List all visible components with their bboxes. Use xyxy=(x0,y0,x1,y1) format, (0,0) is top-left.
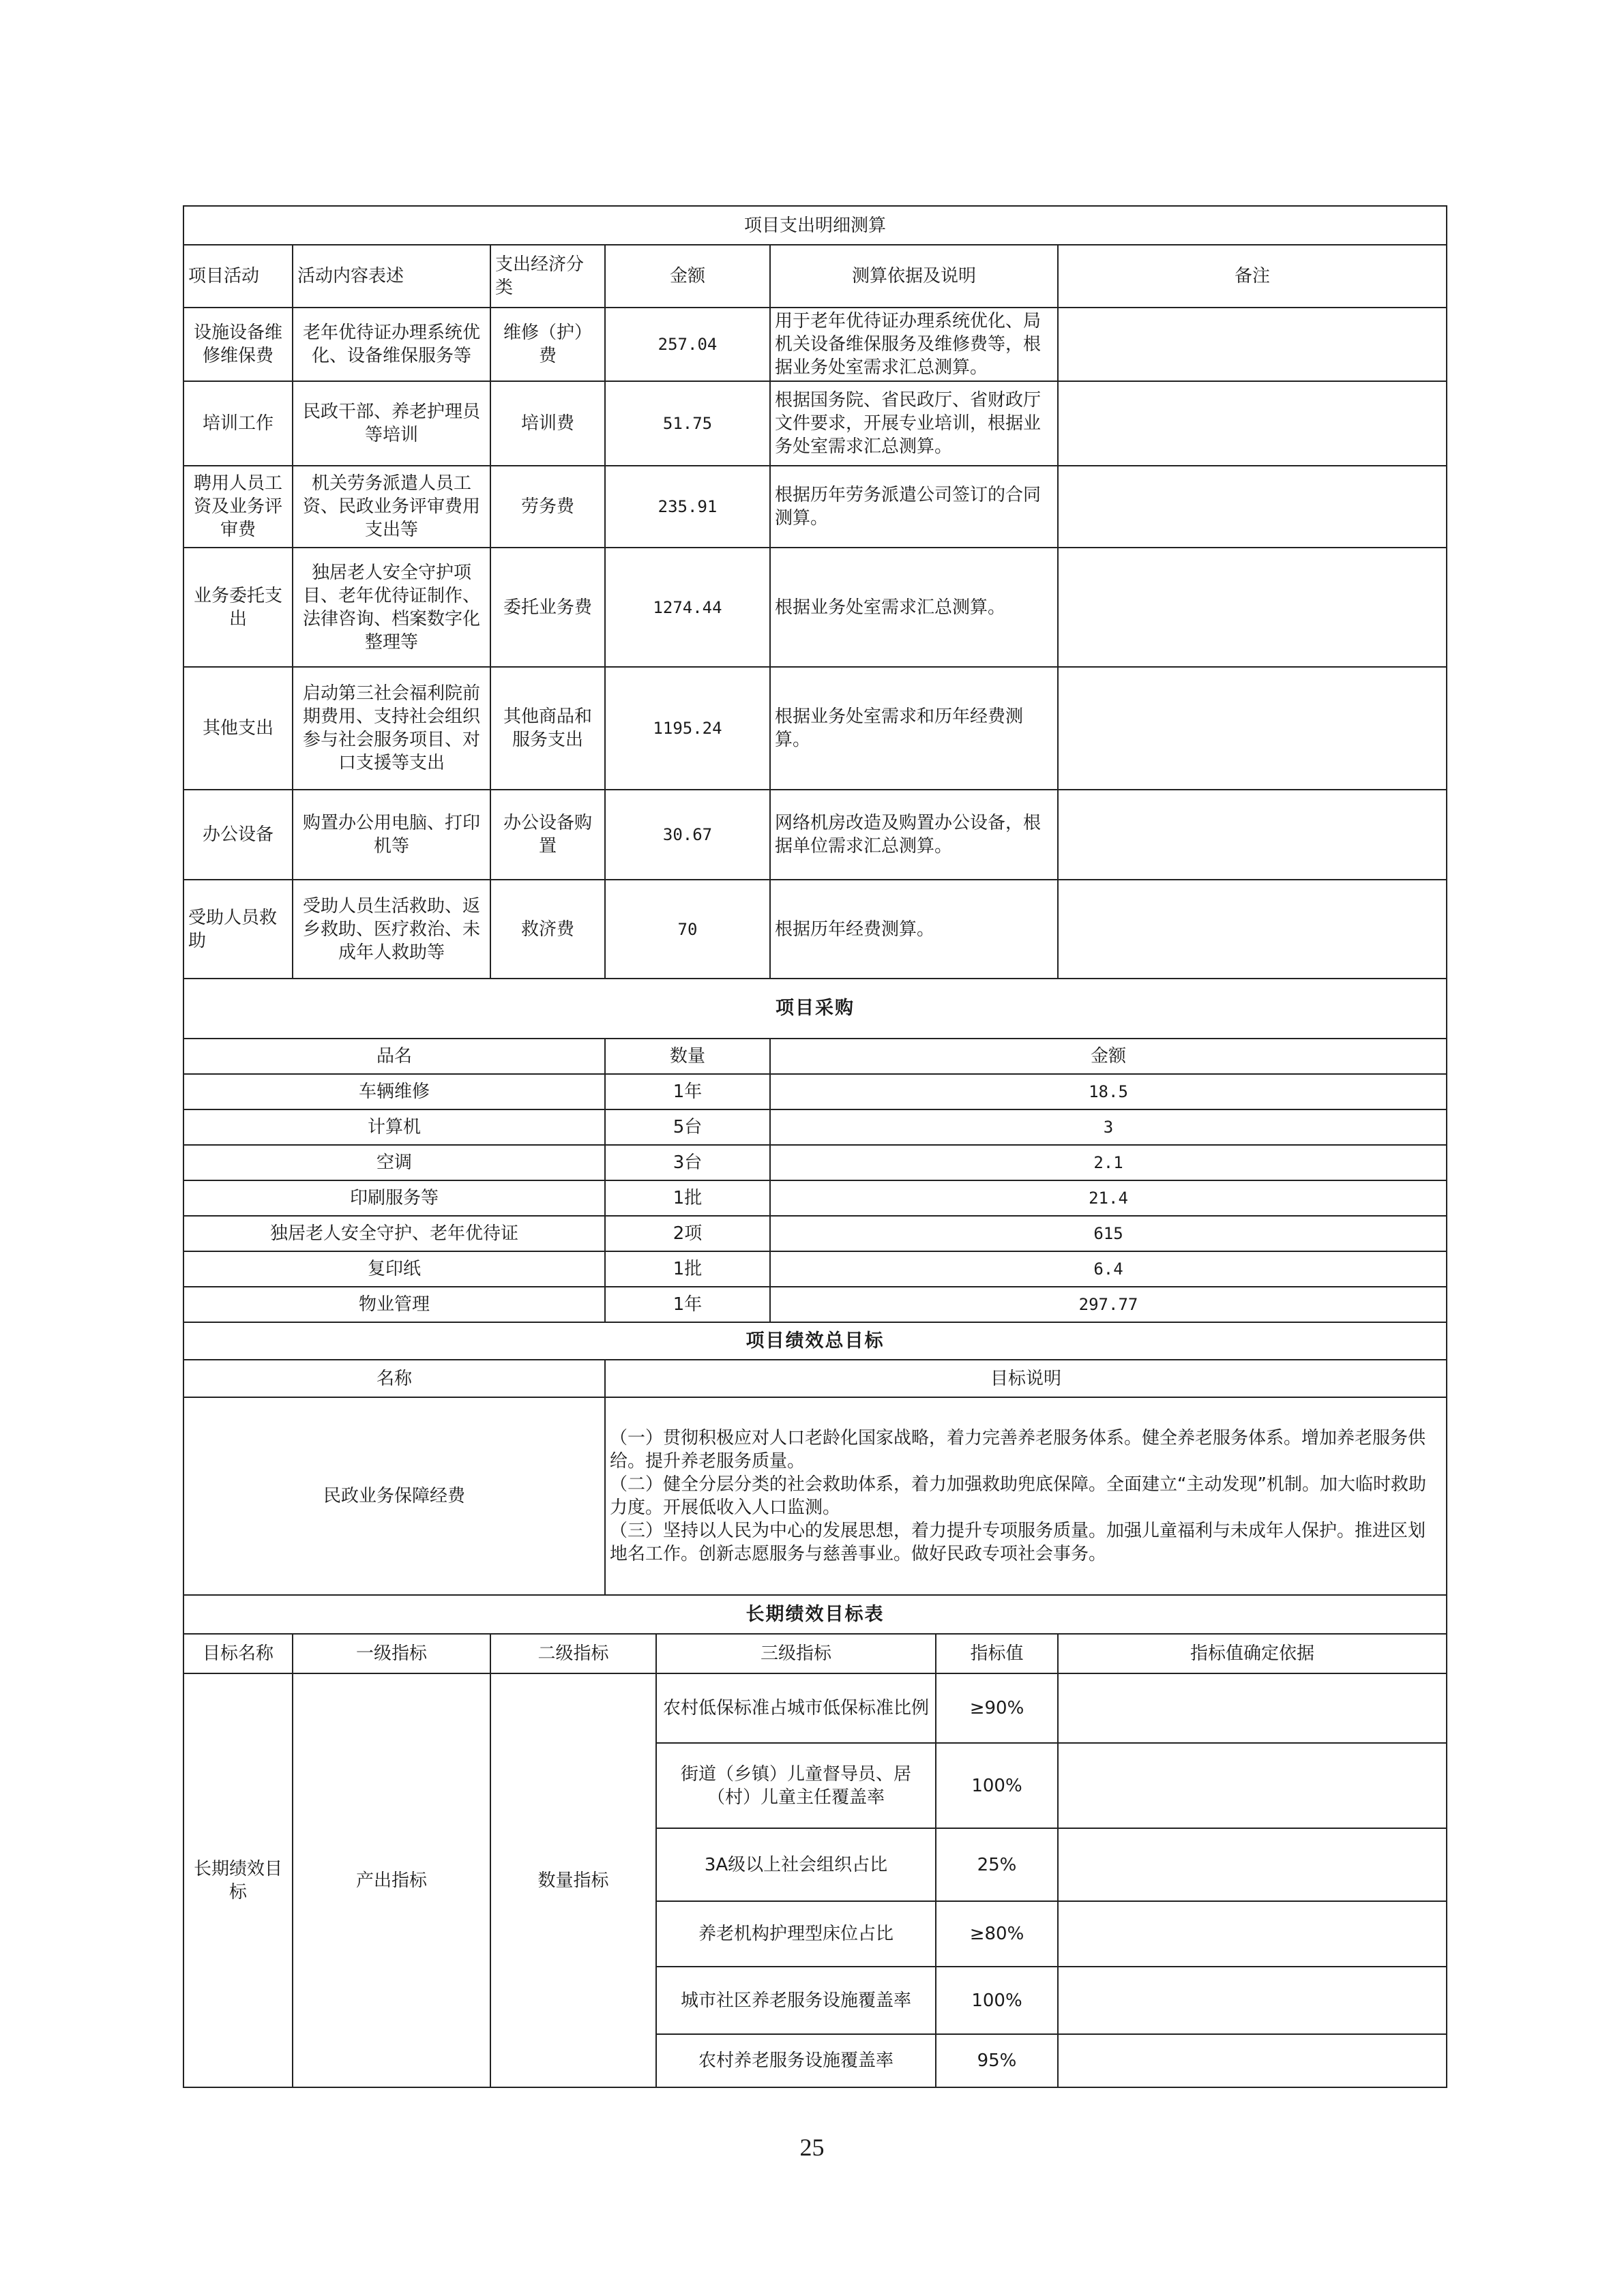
longterm-value: ≥90% xyxy=(936,1673,1058,1743)
longterm-header-level1: 一级指标 xyxy=(293,1634,490,1673)
longterm-header-level2: 二级指标 xyxy=(490,1634,656,1673)
procurement-qty: 3台 xyxy=(605,1145,770,1180)
detail-category: 委托业务费 xyxy=(490,548,605,667)
procurement-qty: 1批 xyxy=(605,1251,770,1287)
goal-desc-line: （一）贯彻积极应对人口老龄化国家战略，着力完善养老服务体系。健全养老服务体系。增加养老服务供给。提升养老服务质量。 xyxy=(610,1428,1426,1472)
longterm-level3: 养老机构护理型床位占比 xyxy=(656,1901,936,1967)
detail-activity: 其他支出 xyxy=(183,667,293,790)
longterm-header-goal: 目标名称 xyxy=(183,1634,293,1673)
longterm-level3: 农村养老服务设施覆盖率 xyxy=(656,2034,936,2087)
procurement-item: 印刷服务等 xyxy=(183,1180,605,1216)
longterm-level1: 产出指标 xyxy=(293,1673,490,2087)
goal-desc xyxy=(605,1397,1447,1595)
detail-basis: 根据国务院、省民政厅、省财政厅文件要求，开展专业培训，根据业务处室需求汇总测算。 xyxy=(770,381,1058,466)
procurement-qty: 2项 xyxy=(605,1216,770,1251)
procurement-title: 项目采购 xyxy=(183,979,1447,1039)
detail-amount: 1274.44 xyxy=(605,548,770,667)
longterm-basis xyxy=(1058,1673,1447,1743)
procurement-item: 空调 xyxy=(183,1145,605,1180)
procurement-amount: 297.77 xyxy=(770,1287,1447,1322)
procurement-row xyxy=(183,1216,1447,1251)
detail-activity: 设施设备维修维保费 xyxy=(183,308,293,381)
detail-row xyxy=(183,548,1447,667)
detail-remark xyxy=(1058,790,1447,880)
procurement-header-amount: 金额 xyxy=(770,1039,1447,1074)
procurement-amount: 2.1 xyxy=(770,1145,1447,1180)
detail-category: 救济费 xyxy=(490,880,605,979)
procurement-row xyxy=(183,1074,1447,1109)
procurement-header-qty: 数量 xyxy=(605,1039,770,1074)
procurement-row xyxy=(183,1287,1447,1322)
detail-activity: 业务委托支出 xyxy=(183,548,293,667)
procurement-item: 计算机 xyxy=(183,1109,605,1145)
detail-header-category: 支出经济分类 xyxy=(490,245,605,308)
detail-content: 老年优待证办理系统优化、设备维保服务等 xyxy=(293,308,490,381)
detail-content: 启动第三社会福利院前期费用、支持社会组织参与社会服务项目、对口支援等支出 xyxy=(293,667,490,790)
detail-category: 培训费 xyxy=(490,381,605,466)
procurement-amount: 615 xyxy=(770,1216,1447,1251)
longterm-level3: 农村低保标准占城市低保标准比例 xyxy=(656,1673,936,1743)
detail-basis: 根据历年劳务派遣公司签订的合同测算。 xyxy=(770,466,1058,548)
longterm-title: 长期绩效目标表 xyxy=(183,1595,1447,1634)
procurement-row xyxy=(183,1180,1447,1216)
longterm-basis xyxy=(1058,1901,1447,1967)
longterm-row xyxy=(183,1673,1447,1743)
detail-remark xyxy=(1058,308,1447,381)
detail-category: 维修（护）费 xyxy=(490,308,605,381)
detail-title: 项目支出明细测算 xyxy=(183,206,1447,245)
procurement-amount: 21.4 xyxy=(770,1180,1447,1216)
longterm-basis xyxy=(1058,2034,1447,2087)
goal-name: 民政业务保障经费 xyxy=(183,1397,605,1595)
procurement-amount: 6.4 xyxy=(770,1251,1447,1287)
goal-header-name: 名称 xyxy=(183,1360,605,1397)
procurement-row xyxy=(183,1109,1447,1145)
longterm-value: 100% xyxy=(936,1967,1058,2034)
detail-header-basis: 测算依据及说明 xyxy=(770,245,1058,308)
longterm-goal-name: 长期绩效目标 xyxy=(183,1673,293,2087)
detail-activity: 聘用人员工资及业务评审费 xyxy=(183,466,293,548)
detail-content: 民政干部、养老护理员等培训 xyxy=(293,381,490,466)
detail-category: 其他商品和服务支出 xyxy=(490,667,605,790)
procurement-item: 车辆维修 xyxy=(183,1074,605,1109)
detail-category: 劳务费 xyxy=(490,466,605,548)
detail-header-row xyxy=(183,245,1447,308)
detail-remark xyxy=(1058,548,1447,667)
procurement-header-item: 品名 xyxy=(183,1039,605,1074)
procurement-qty: 1年 xyxy=(605,1074,770,1109)
procurement-title-row xyxy=(183,979,1447,1039)
detail-amount: 1195.24 xyxy=(605,667,770,790)
procurement-header-row xyxy=(183,1039,1447,1074)
detail-basis: 网络机房改造及购置办公设备，根据单位需求汇总测算。 xyxy=(770,790,1058,880)
procurement-qty: 1批 xyxy=(605,1180,770,1216)
detail-row xyxy=(183,880,1447,979)
detail-amount: 235.91 xyxy=(605,466,770,548)
detail-activity: 受助人员救助 xyxy=(183,880,293,979)
detail-content: 机关劳务派遣人员工资、民政业务评审费用支出等 xyxy=(293,466,490,548)
procurement-item: 独居老人安全守护、老年优待证 xyxy=(183,1216,605,1251)
longterm-value: 100% xyxy=(936,1743,1058,1828)
budget-sheet xyxy=(183,205,1446,2088)
procurement-amount: 3 xyxy=(770,1109,1447,1145)
detail-activity: 办公设备 xyxy=(183,790,293,880)
longterm-level3: 城市社区养老服务设施覆盖率 xyxy=(656,1967,936,2034)
procurement-item: 物业管理 xyxy=(183,1287,605,1322)
longterm-basis xyxy=(1058,1828,1447,1901)
goal-title: 项目绩效总目标 xyxy=(183,1322,1447,1360)
detail-header-content: 活动内容表述 xyxy=(293,245,490,308)
longterm-value: 25% xyxy=(936,1828,1058,1901)
detail-amount: 51.75 xyxy=(605,381,770,466)
detail-header-amount: 金额 xyxy=(605,245,770,308)
longterm-level3: 街道（乡镇）儿童督导员、居（村）儿童主任覆盖率 xyxy=(656,1743,936,1828)
detail-title-row xyxy=(183,206,1447,245)
detail-amount: 30.67 xyxy=(605,790,770,880)
detail-basis: 根据业务处室需求和历年经费测算。 xyxy=(770,667,1058,790)
goal-row xyxy=(183,1397,1447,1595)
longterm-header-row xyxy=(183,1634,1447,1673)
detail-row xyxy=(183,466,1447,548)
longterm-header-value: 指标值 xyxy=(936,1634,1058,1673)
detail-content: 购置办公用电脑、打印机等 xyxy=(293,790,490,880)
detail-row xyxy=(183,790,1447,880)
longterm-value: 95% xyxy=(936,2034,1058,2087)
procurement-qty: 5台 xyxy=(605,1109,770,1145)
longterm-level2: 数量指标 xyxy=(490,1673,656,2087)
detail-remark xyxy=(1058,381,1447,466)
longterm-level3: 3A级以上社会组织占比 xyxy=(656,1828,936,1901)
goal-desc-line: （三）坚持以人民为中心的发展思想，着力提升专项服务质量。加强儿童福利与未成年人保护。推进区划地名工作。创新志愿服务与慈善事业。做好民政专项社会事务。 xyxy=(610,1521,1426,1564)
longterm-title-row xyxy=(183,1595,1447,1634)
procurement-item: 复印纸 xyxy=(183,1251,605,1287)
detail-amount: 70 xyxy=(605,880,770,979)
procurement-amount: 18.5 xyxy=(770,1074,1447,1109)
page-number: 25 xyxy=(799,2134,825,2161)
goal-header-desc: 目标说明 xyxy=(605,1360,1447,1397)
longterm-header-level3: 三级指标 xyxy=(656,1634,936,1673)
budget-table xyxy=(183,205,1447,2088)
detail-header-remark: 备注 xyxy=(1058,245,1447,308)
detail-amount: 257.04 xyxy=(605,308,770,381)
detail-activity: 培训工作 xyxy=(183,381,293,466)
detail-row xyxy=(183,308,1447,381)
longterm-header-basis: 指标值确定依据 xyxy=(1058,1634,1447,1673)
detail-remark xyxy=(1058,880,1447,979)
goal-desc-line: （二）健全分层分类的社会救助体系，着力加强救助兜底保障。全面建立“主动发现”机制。加大临时救助力度。开展低收入人口监测。 xyxy=(610,1474,1426,1518)
procurement-qty: 1年 xyxy=(605,1287,770,1322)
detail-header-activity: 项目活动 xyxy=(183,245,293,308)
procurement-row xyxy=(183,1145,1447,1180)
detail-remark xyxy=(1058,667,1447,790)
longterm-value: ≥80% xyxy=(936,1901,1058,1967)
detail-row xyxy=(183,667,1447,790)
longterm-basis xyxy=(1058,1743,1447,1828)
detail-row xyxy=(183,381,1447,466)
detail-basis: 根据业务处室需求汇总测算。 xyxy=(770,548,1058,667)
longterm-basis xyxy=(1058,1967,1447,2034)
goal-title-row xyxy=(183,1322,1447,1360)
detail-content: 受助人员生活救助、返乡救助、医疗救治、未成年人救助等 xyxy=(293,880,490,979)
detail-remark xyxy=(1058,466,1447,548)
detail-basis: 用于老年优待证办理系统优化、局机关设备维保服务及维修费等，根据业务处室需求汇总测算。 xyxy=(770,308,1058,381)
detail-content: 独居老人安全守护项目、老年优待证制作、法律咨询、档案数字化整理等 xyxy=(293,548,490,667)
procurement-row xyxy=(183,1251,1447,1287)
detail-category: 办公设备购置 xyxy=(490,790,605,880)
goal-header-row xyxy=(183,1360,1447,1397)
detail-basis: 根据历年经费测算。 xyxy=(770,880,1058,979)
